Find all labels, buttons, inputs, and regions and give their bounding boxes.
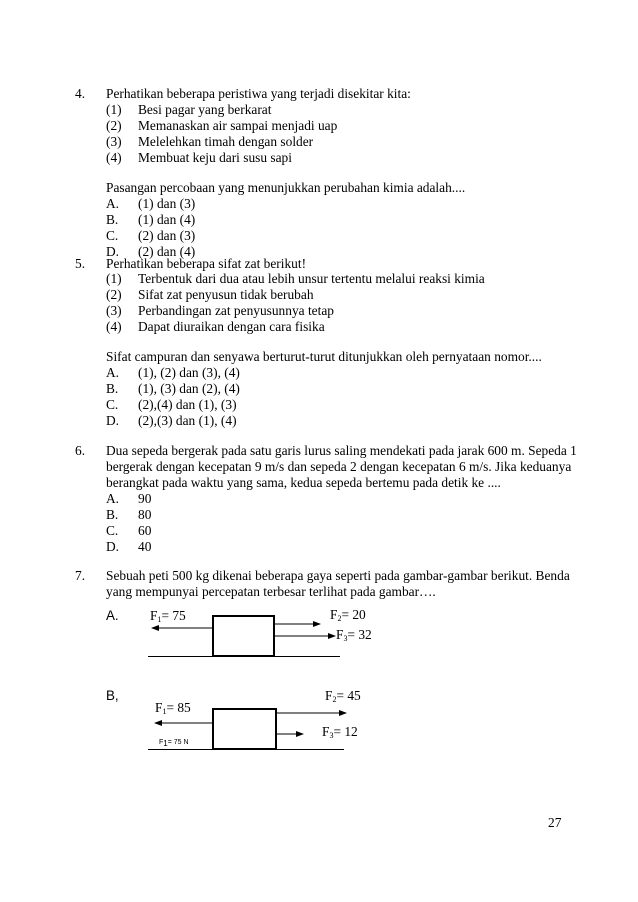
q5-number: 5.: [75, 256, 86, 271]
q5-prompt: Sifat campuran dan senyawa berturut-turut ditunjukkan oleh pernyataan nomor....: [106, 349, 542, 364]
q6-option-text: 60: [138, 523, 152, 538]
q6-stem-line: berangkat pada waktu yang sama, kedua sepeda bertemu pada detik ke ....: [106, 475, 501, 490]
page-number: 27: [548, 815, 562, 830]
q4-item-text: Besi pagar yang berkarat: [138, 102, 272, 117]
q4-item-number: (2): [106, 118, 122, 133]
q5-item-number: (3): [106, 303, 122, 318]
q6-option-text: 40: [138, 539, 152, 554]
q4-item-number: (1): [106, 102, 122, 117]
q6-option-letter: D.: [106, 539, 120, 554]
q4-option-text: (1) dan (3): [138, 196, 196, 211]
q4-stem: Perhatikan beberapa peristiwa yang terjadi disekitar kita:: [106, 86, 411, 101]
figure-b-small-force-label: $F_1= 75$ N: [159, 739, 189, 748]
q5-option-text: (1), (2) dan (3), (4): [138, 365, 240, 380]
q5-option-text: (1), (3) dan (2), (4): [138, 381, 240, 396]
q4-prompt: Pasangan percobaan yang menunjukkan perubahan kimia adalah....: [106, 180, 466, 195]
figure-a-f2-label: $F_2= 20$: [330, 607, 366, 623]
q4-option-letter: A.: [106, 196, 120, 211]
q5-option-text: (2),(4) dan (1), (3): [138, 397, 237, 412]
q5-item-text: Perbandingan zat penyusunnya tetap: [138, 303, 334, 318]
q6-stem-line: Dua sepeda bergerak pada satu garis lurus saling mendekati pada jarak 600 m. Sepeda 1: [106, 443, 577, 458]
q4-item-text: Melelehkan timah dengan solder: [138, 134, 314, 149]
figure-a-f1-label: $F_1= 75$: [150, 608, 186, 624]
q5-option-letter: A.: [106, 365, 120, 380]
q5-item-number: (4): [106, 319, 122, 334]
q4-item-text: Membuat keju dari susu sapi: [138, 150, 292, 165]
q4-option-text: (1) dan (4): [138, 212, 196, 227]
q6-option-text: 80: [138, 507, 152, 522]
figure-a-f3-label: $F_3= 32$: [336, 627, 372, 643]
q6-stem-line: bergerak dengan kecepatan 9 m/s dan sepeda 2 dengan kecepatan 6 m/s. Jika keduanya: [106, 459, 572, 474]
figure-a-label: A.: [106, 608, 119, 623]
q4-item-text: Memanaskan air sampai menjadi uap: [138, 118, 338, 133]
q7-stem-line: Sebuah peti 500 kg dikenai beberapa gaya seperti pada gambar-gambar berikut. Benda: [106, 568, 570, 583]
q5-item-number: (1): [106, 271, 122, 286]
q4-item-number: (4): [106, 150, 122, 165]
q6-number: 6.: [75, 443, 86, 458]
q4-option-letter: B.: [106, 212, 119, 227]
q4-option-text: (2) dan (3): [138, 228, 196, 243]
q4-option-text: (2) dan (4): [138, 244, 196, 259]
q5-option-letter: C.: [106, 397, 119, 412]
q4-number: 4.: [75, 86, 86, 101]
q5-stem: Perhatikan beberapa sifat zat berikut!: [106, 256, 307, 271]
q5-item-text: Dapat diuraikan dengan cara fisika: [138, 319, 325, 334]
q5-item-text: Terbentuk dari dua atau lebih unsur tertentu melalui reaksi kimia: [138, 271, 485, 286]
figure-b-f2-label: $F_2= 45$: [325, 688, 361, 704]
q7-number: 7.: [75, 568, 86, 583]
figure-b-f3-label: $F_3= 12$: [322, 724, 358, 740]
q6-option-letter: B.: [106, 507, 119, 522]
q4-option-letter: C.: [106, 228, 119, 243]
q6-option-text: 90: [138, 491, 152, 506]
q4-item-number: (3): [106, 134, 122, 149]
q5-option-letter: D.: [106, 413, 120, 428]
figure-b-label: B,: [106, 688, 119, 703]
q5-item-text: Sifat zat penyusun tidak berubah: [138, 287, 314, 302]
figure-b-f1-label: $F_1= 85$: [155, 700, 191, 716]
q7-stem-line: yang mempunyai percepatan terbesar terlihat pada gambar….: [106, 584, 436, 599]
q5-item-number: (2): [106, 287, 122, 302]
q5-option-letter: B.: [106, 381, 119, 396]
q6-option-letter: A.: [106, 491, 120, 506]
q5-option-text: (2),(3) dan (1), (4): [138, 413, 237, 428]
q4-option-letter: D.: [106, 244, 120, 259]
q6-option-letter: C.: [106, 523, 119, 538]
